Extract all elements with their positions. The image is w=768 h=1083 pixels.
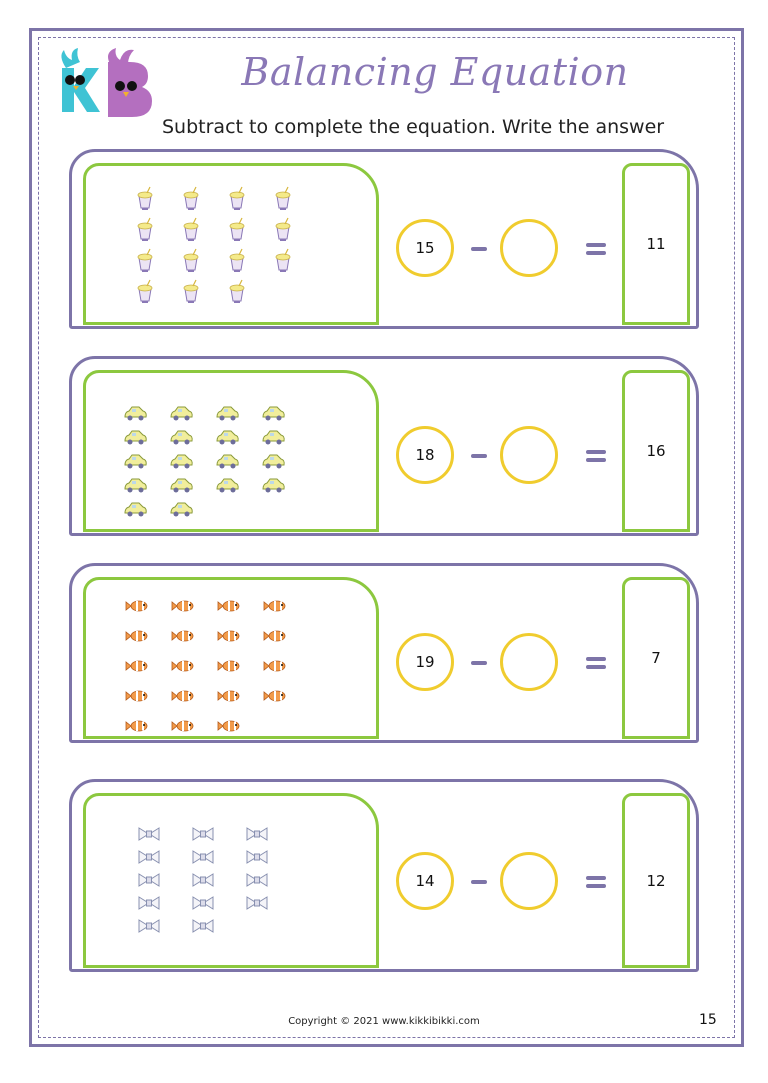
bow-tie-icon xyxy=(193,920,213,932)
blank-answer-circle[interactable] xyxy=(500,633,558,691)
clownfish-icon xyxy=(126,631,147,641)
equals-sign xyxy=(586,876,606,888)
milkshake-icon xyxy=(276,249,290,272)
minus-sign xyxy=(471,247,487,251)
car-icon xyxy=(171,407,192,421)
car-icon xyxy=(263,431,284,445)
milkshake-icon xyxy=(230,280,244,303)
clownfish-icon xyxy=(172,661,193,671)
bow-tie-icon xyxy=(193,897,213,909)
bow-tie-icon xyxy=(247,874,267,886)
milkshake-icon xyxy=(184,280,198,303)
clownfish-icon xyxy=(264,661,285,671)
car-icon xyxy=(263,455,284,469)
car-icon xyxy=(125,455,146,469)
bow-tie-icon xyxy=(139,851,159,863)
equals-sign xyxy=(586,243,606,255)
bow-tie-icon xyxy=(247,828,267,840)
clownfish-icon xyxy=(264,691,285,701)
car-icon xyxy=(217,479,238,493)
result-value: 11 xyxy=(646,235,666,253)
counting-objects xyxy=(120,401,320,521)
equals-sign xyxy=(586,450,606,462)
clownfish-icon xyxy=(172,721,193,731)
clownfish-icon xyxy=(218,631,239,641)
clownfish-icon xyxy=(218,691,239,701)
car-icon xyxy=(125,479,146,493)
clownfish-icon xyxy=(172,601,193,611)
problem-row-1 xyxy=(69,149,699,329)
car-icon xyxy=(125,431,146,445)
blank-answer-circle[interactable] xyxy=(500,219,558,277)
minus-sign xyxy=(471,661,487,665)
counting-objects xyxy=(130,186,330,316)
result-box xyxy=(622,370,690,532)
page-title: Balancing Equation xyxy=(241,50,629,94)
minuend-circle xyxy=(396,852,454,910)
copyright-text: Copyright © 2021 www.kikkibikki.com xyxy=(288,1016,480,1027)
car-icon xyxy=(263,479,284,493)
bow-tie-icon xyxy=(139,897,159,909)
problem-row-2 xyxy=(69,356,699,536)
car-icon xyxy=(125,503,146,517)
milkshake-icon xyxy=(276,218,290,241)
car-icon xyxy=(171,431,192,445)
car-icon xyxy=(217,455,238,469)
milkshake-icon xyxy=(138,280,152,303)
car-icon xyxy=(171,455,192,469)
bow-tie-icon xyxy=(193,851,213,863)
picture-box xyxy=(83,793,379,968)
problem-row-4 xyxy=(69,779,699,972)
bow-tie-icon xyxy=(247,897,267,909)
counting-objects xyxy=(134,820,294,940)
minuend-circle xyxy=(396,219,454,277)
clownfish-icon xyxy=(218,721,239,731)
bow-tie-icon xyxy=(139,920,159,932)
minuend-value: 14 xyxy=(415,872,435,890)
blank-answer-circle[interactable] xyxy=(500,852,558,910)
minuend-value: 15 xyxy=(415,239,435,257)
clownfish-icon xyxy=(126,661,147,671)
milkshake-icon xyxy=(184,218,198,241)
milkshake-icon xyxy=(138,218,152,241)
clownfish-icon xyxy=(126,691,147,701)
kb-logo xyxy=(52,46,156,132)
clownfish-icon xyxy=(172,631,193,641)
minus-sign xyxy=(471,880,487,884)
result-value: 16 xyxy=(646,442,666,460)
bow-tie-icon xyxy=(139,874,159,886)
car-icon xyxy=(171,503,192,517)
car-icon xyxy=(171,479,192,493)
car-icon xyxy=(263,407,284,421)
bow-tie-icon xyxy=(193,828,213,840)
picture-box xyxy=(83,370,379,532)
milkshake-icon xyxy=(184,187,198,210)
counting-objects xyxy=(124,592,324,732)
bow-tie-icon xyxy=(247,851,267,863)
clownfish-icon xyxy=(172,691,193,701)
clownfish-icon xyxy=(126,721,147,731)
minuend-circle xyxy=(396,633,454,691)
milkshake-icon xyxy=(230,249,244,272)
car-icon xyxy=(217,431,238,445)
minuend-value: 18 xyxy=(415,446,435,464)
car-icon xyxy=(217,407,238,421)
instruction-text: Subtract to complete the equation. Write the answer xyxy=(162,116,665,138)
milkshake-icon xyxy=(276,187,290,210)
milkshake-icon xyxy=(138,187,152,210)
milkshake-icon xyxy=(230,187,244,210)
milkshake-icon xyxy=(184,249,198,272)
equals-sign xyxy=(586,657,606,669)
milkshake-icon xyxy=(230,218,244,241)
minuend-value: 19 xyxy=(415,653,435,671)
result-value: 7 xyxy=(651,649,661,667)
result-box xyxy=(622,577,690,739)
blank-answer-circle[interactable] xyxy=(500,426,558,484)
picture-box xyxy=(83,163,379,325)
minus-sign xyxy=(471,454,487,458)
problem-row-3 xyxy=(69,563,699,743)
page-number: 15 xyxy=(699,1012,717,1028)
bow-tie-icon xyxy=(139,828,159,840)
milkshake-icon xyxy=(138,249,152,272)
clownfish-icon xyxy=(126,601,147,611)
clownfish-icon xyxy=(218,601,239,611)
clownfish-icon xyxy=(218,661,239,671)
result-box xyxy=(622,793,690,968)
clownfish-icon xyxy=(264,601,285,611)
result-value: 12 xyxy=(646,871,666,890)
picture-box xyxy=(83,577,379,739)
result-box xyxy=(622,163,690,325)
bow-tie-icon xyxy=(193,874,213,886)
car-icon xyxy=(125,407,146,421)
clownfish-icon xyxy=(264,631,285,641)
minuend-circle xyxy=(396,426,454,484)
